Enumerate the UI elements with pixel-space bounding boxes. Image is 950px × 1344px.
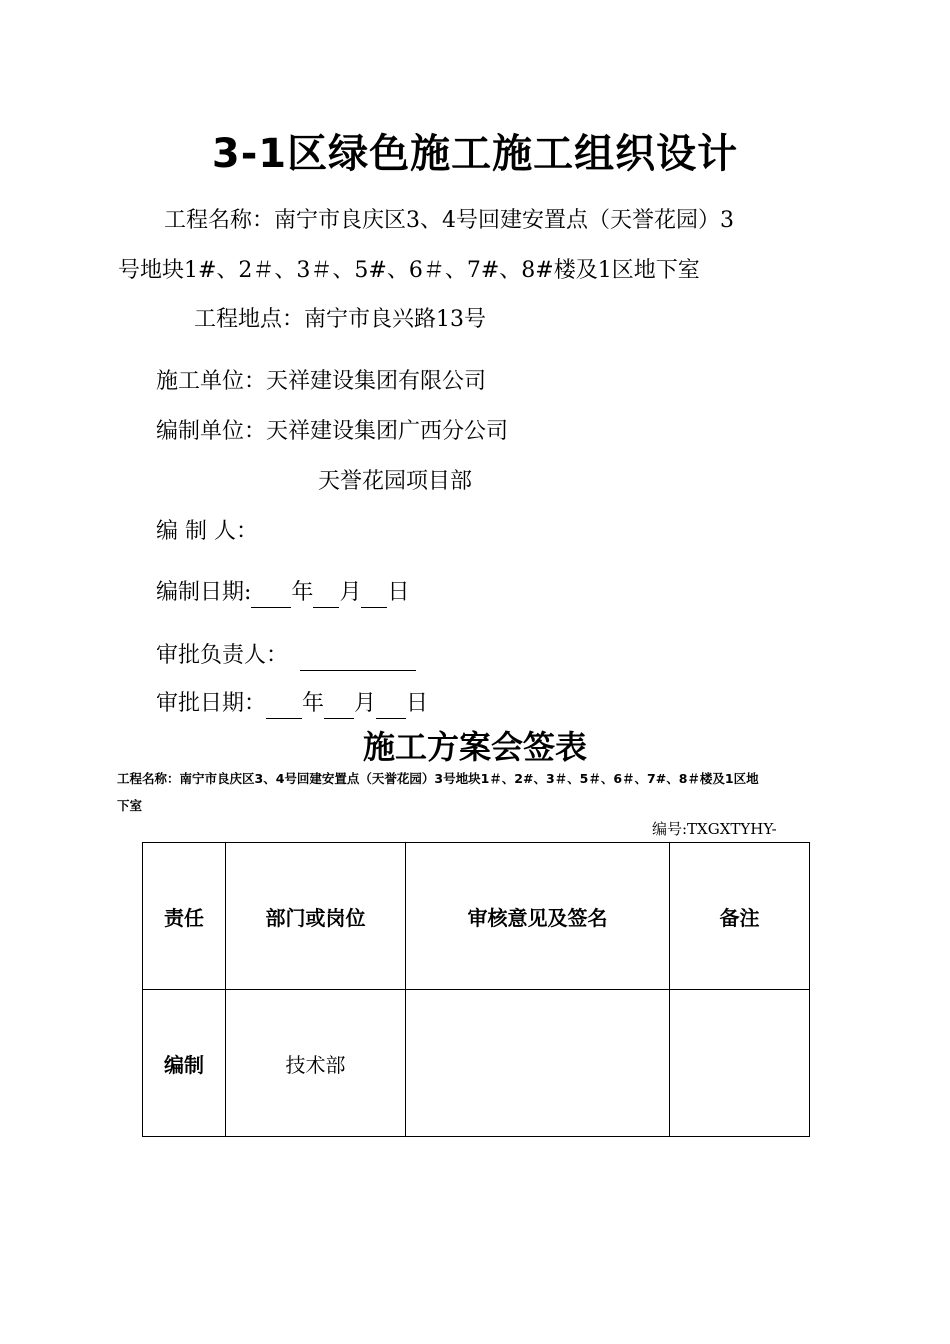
- compiler-label: 编 制 人：: [156, 519, 258, 544]
- blank-line: [376, 696, 406, 719]
- column-header-opinion: 审核意见及签名: [406, 843, 670, 990]
- blank-line: [361, 585, 387, 608]
- month-label: 月: [339, 580, 362, 605]
- year-label: 年: [291, 580, 314, 605]
- column-header-role: 责任: [143, 843, 226, 990]
- compile-date: [156, 578, 409, 608]
- construction-unit: 施工单位：天祥建设集团有限公司: [156, 369, 487, 394]
- project-location: 工程地点：南宁市良兴路13号: [194, 307, 486, 332]
- year-label: 年: [302, 691, 325, 716]
- approver: [156, 641, 416, 671]
- sign-table: [142, 842, 810, 1137]
- sign-sheet-title: 施工方案会签表: [362, 728, 587, 766]
- blank-line: [313, 585, 339, 608]
- blank-line: [251, 585, 291, 608]
- approve-date: [156, 689, 428, 719]
- column-header-dept: 部门或岗位: [226, 843, 406, 990]
- blank-line: [300, 648, 416, 671]
- compiling-unit: 编制单位：天祥建设集团广西分公司: [156, 419, 509, 444]
- table-header-row: [143, 843, 810, 990]
- compiling-unit-dept: 天誉花园项目部: [318, 469, 473, 494]
- cell-remark: [670, 990, 810, 1137]
- column-header-remark: 备注: [670, 843, 810, 990]
- document-title: 3-1区绿色施工施工组织设计: [211, 131, 739, 177]
- compile-date-label: 编制日期:: [156, 580, 252, 605]
- month-label: 月: [354, 691, 377, 716]
- project-name-line2: 号地块1#、2＃、3＃、5#、6＃、7#、8#楼及1区地下室: [118, 258, 700, 283]
- table-row: [143, 990, 810, 1137]
- document-number: 编号:TXGXTYHY-: [652, 820, 777, 838]
- project-name-line1: 工程名称：南宁市良庆区3、4号回建安置点（天誉花园）3: [164, 208, 734, 233]
- approver-label: 审批负责人：: [156, 643, 289, 668]
- day-label: 日: [406, 691, 429, 716]
- cell-role: 编制: [143, 990, 226, 1137]
- cell-opinion: [406, 990, 670, 1137]
- blank-line: [266, 696, 302, 719]
- approve-date-label: 审批日期：: [156, 691, 267, 716]
- day-label: 日: [387, 580, 410, 605]
- cell-dept: 技术部: [226, 990, 406, 1137]
- sign-project-name-line1: 工程名称：南宁市良庆区3、4号回建安置点（天誉花园）3号地块1＃、2#、3＃、5＃、6＃、7#、8＃楼及1区地: [117, 771, 759, 786]
- sign-project-name-line2: 下室: [117, 798, 143, 813]
- blank-line: [324, 696, 354, 719]
